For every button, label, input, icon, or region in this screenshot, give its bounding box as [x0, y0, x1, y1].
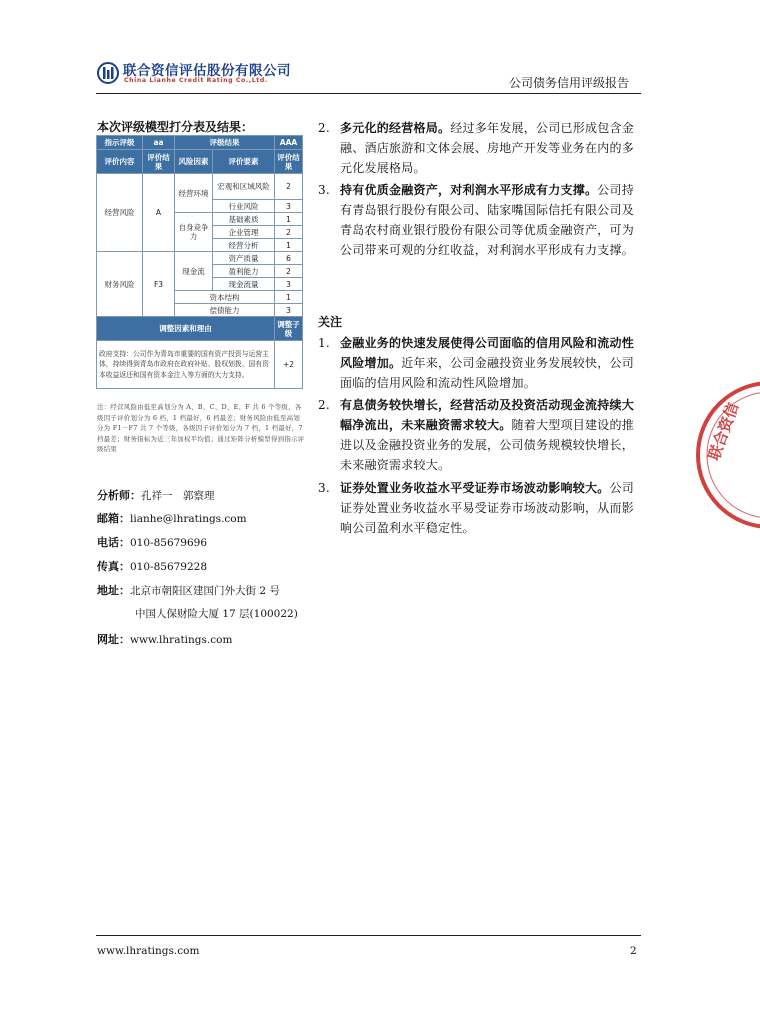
evaluation-score: 1	[275, 239, 303, 252]
item-heading: 有息债务较快增长，经营活动及投资活动现金流持续大幅净流出，未来融资需求较大。	[340, 398, 635, 432]
rating-table-title: 本次评级模型打分表及结果：	[97, 120, 254, 134]
item-number: 2.	[318, 121, 330, 135]
analyst-line	[97, 487, 215, 503]
evaluation-item: 现金流量	[213, 278, 275, 291]
analyst-label: 分析师：	[97, 489, 141, 502]
rating-model-table	[96, 135, 303, 389]
table-header-cell: 指示评级	[97, 136, 143, 150]
address-line	[97, 582, 280, 598]
concerns-heading: 关注	[318, 315, 343, 329]
website-line	[97, 631, 232, 647]
item-text: 公司证券处置业务收益水平易受证券市场波动影响，从而影响公司盈利水平稳定性。	[340, 481, 635, 535]
analyst-names: 孔祥一 郭察理	[141, 490, 215, 502]
table-header-cell: 评价结果	[143, 150, 175, 174]
item-heading: 证券处置业务收益水平受证券市场波动影响较大。	[340, 481, 610, 495]
evaluation-score: 3	[275, 278, 303, 291]
item-text: 随着大型项目建设的推进以及金融投资业务的发展，公司债务规模较快增长，未来融资需求较大。	[340, 418, 635, 472]
website-label: 网址：	[97, 633, 130, 646]
fax-value: 010-85679228	[130, 561, 208, 573]
table-header-cell: AAA	[275, 136, 303, 150]
address-label: 地址：	[97, 584, 130, 597]
risk-factor: 经营环境	[175, 174, 213, 213]
table-footnote: 注：经营风险由低至高划分为 A、B、C、D、E、F 共 6 个等级，各级因子评价划分为 6 档，1 档最好，6 档最差；财务风险由低至高划分为 F1－F7 共 7 个等级，各级因子评价划分为 7 档，1 档最好，7 档最差；财务指标为近三年加权平均值；通过矩阵分析模型得到指示评级结果	[97, 403, 305, 453]
adjust-reason: 政府支持：公司作为青岛市重要的国有资产投资与运营主体，持续得到青岛市政府在政府补贴、股权划拨、国有资本收益返还和国有资本金注入等方面的大力支持。	[97, 341, 275, 389]
item-text: 经过多年发展，公司已形成包含金融、酒店旅游和文体会展、房地产开发等业务在内的多元化发展格局。	[340, 121, 635, 175]
evaluation-score: 1	[275, 213, 303, 226]
risk-result-financial: F3	[143, 252, 175, 317]
svg-text:联合资信: 联合资信	[704, 400, 743, 463]
adjust-header: 调整因素和理由	[97, 317, 275, 341]
phone-label: 电话：	[97, 536, 130, 549]
evaluation-score: 2	[275, 265, 303, 278]
phone-line	[97, 534, 207, 550]
evaluation-item: 资产质量	[213, 252, 275, 265]
evaluation-item: 基础素质	[213, 213, 275, 226]
item-heading: 多元化的经营格局。	[340, 121, 451, 135]
company-seal-stamp	[690, 375, 760, 535]
table-header-cell: 评价要素	[213, 150, 275, 174]
concern-item-1	[318, 333, 640, 393]
evaluation-item: 宏观和区域风险	[213, 174, 275, 200]
header-divider	[96, 93, 641, 94]
evaluation-score: 6	[275, 252, 303, 265]
risk-factor: 自身竞争力	[175, 213, 213, 252]
fax-label: 传真：	[97, 560, 130, 573]
evaluation-item: 偿债能力	[175, 304, 275, 317]
evaluation-score: 3	[275, 304, 303, 317]
item-number: 2.	[318, 398, 330, 412]
concern-item-2	[318, 395, 640, 475]
phone-value: 010-85679696	[130, 537, 208, 549]
risk-factor: 现金流	[175, 252, 213, 291]
concern-item-3	[318, 478, 640, 538]
adjust-sub-header: 调整子级	[275, 317, 303, 341]
table-header-cell: 评级结果	[175, 136, 275, 150]
footer-url[interactable]: www.lhratings.com	[97, 945, 200, 957]
email-value[interactable]: lianhe@lhratings.com	[130, 513, 247, 525]
evaluation-item: 行业风险	[213, 200, 275, 213]
item-number: 3.	[318, 481, 330, 495]
email-line	[97, 510, 247, 526]
adjust-value: +2	[275, 341, 303, 389]
strength-item-2	[318, 118, 640, 178]
evaluation-item: 企业管理	[213, 226, 275, 239]
item-text: 近年来，公司金融投资业务发展较快，公司面临的信用风险和流动性风险增加。	[340, 356, 635, 390]
address-value-2: 中国人保财险大厦 17 层(100022)	[135, 608, 298, 620]
evaluation-item: 资本结构	[175, 291, 275, 304]
report-type-label: 公司债务信用评级报告	[509, 76, 630, 90]
item-number: 1.	[318, 336, 330, 350]
table-header-cell: 评价结果	[275, 150, 303, 174]
evaluation-score: 2	[275, 174, 303, 200]
evaluation-item: 盈利能力	[213, 265, 275, 278]
risk-category-financial: 财务风险	[97, 252, 143, 317]
item-number: 3.	[318, 183, 330, 197]
risk-category-operating: 经营风险	[97, 174, 143, 252]
table-header-cell: aa	[143, 136, 175, 150]
evaluation-score: 3	[275, 200, 303, 213]
company-name-en: China Lianhe Credit Rating Co.,Ltd.	[124, 77, 268, 84]
risk-result-operating: A	[143, 174, 175, 252]
footer-divider	[96, 935, 641, 936]
website-value[interactable]: www.lhratings.com	[130, 634, 233, 646]
table-header-cell: 风险因素	[175, 150, 213, 174]
fax-line	[97, 558, 207, 574]
table-header-cell: 评价内容	[97, 150, 143, 174]
evaluation-score: 1	[275, 291, 303, 304]
evaluation-item: 经营分析	[213, 239, 275, 252]
item-heading: 持有优质金融资产，对利润水平形成有力支撑。	[340, 183, 598, 197]
email-label: 邮箱：	[97, 512, 130, 525]
company-logo-icon	[97, 62, 119, 84]
address-value-1: 北京市朝阳区建国门外大街 2 号	[130, 585, 280, 597]
item-text: 公司持有青岛银行股份有限公司、陆家嘴国际信托有限公司及青岛农村商业银行股份有限公司等优质金融资产，可为公司带来可观的分红收益，对利润水平形成有力支撑。	[340, 183, 635, 257]
company-name-cn: 联合资信评估股份有限公司	[123, 63, 291, 79]
page-number: 2	[630, 945, 637, 957]
strength-item-3	[318, 180, 640, 260]
item-heading: 金融业务的快速发展使得公司面临的信用风险和流动性风险增加。	[340, 336, 635, 370]
evaluation-score: 2	[275, 226, 303, 239]
